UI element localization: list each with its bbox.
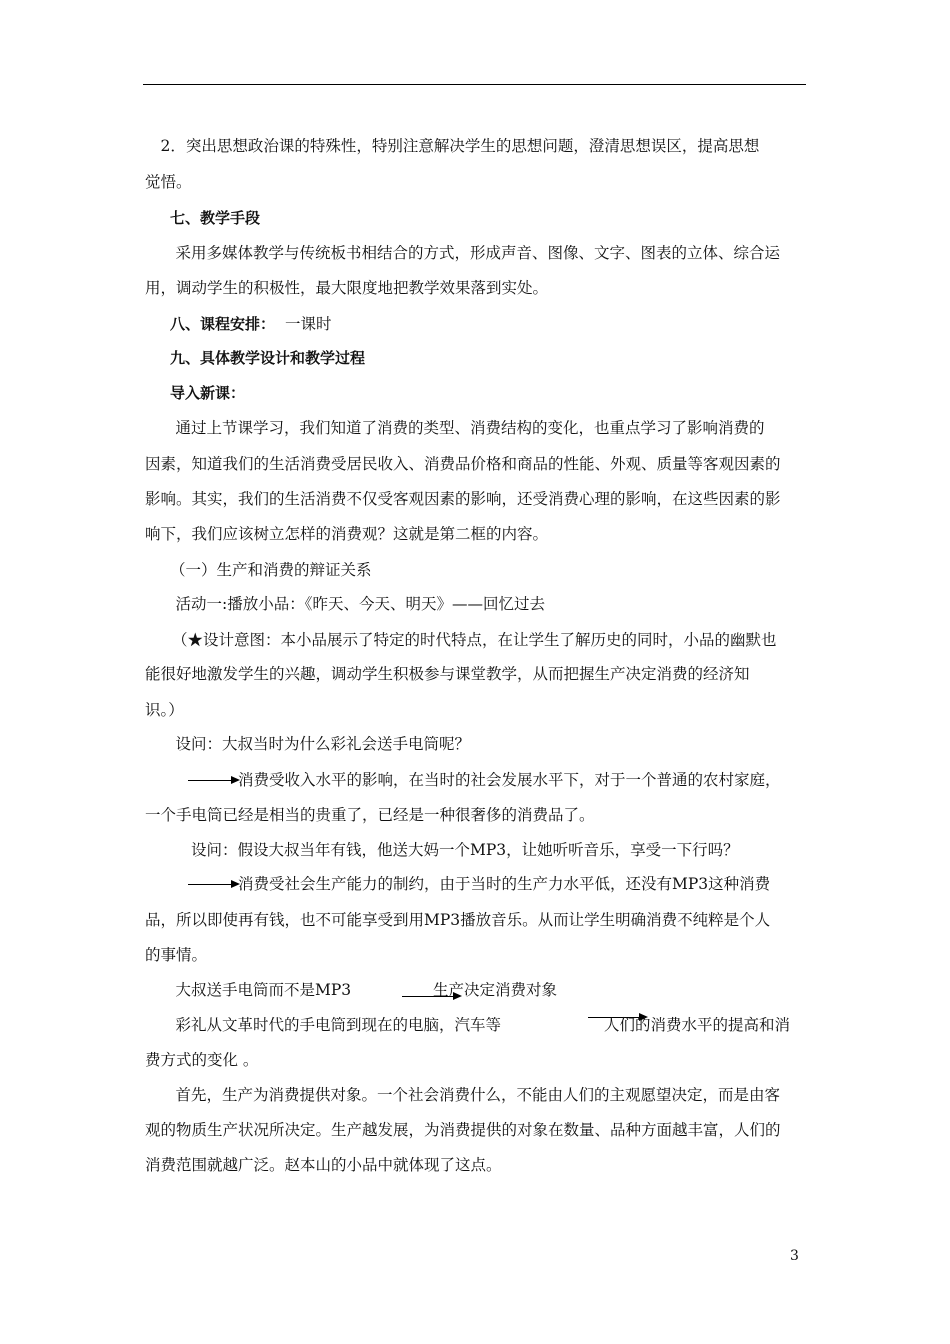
text-line: 费方式的变化 。 xyxy=(145,1051,259,1069)
text-line: （★设计意图：本小品展示了特定的时代特点，在让学生了解历史的同时，小品的幽默也 xyxy=(172,631,777,649)
text-line: 生产决定消费对象 xyxy=(433,981,558,999)
section-heading: 八、课程安排： xyxy=(170,315,276,333)
arrow-icon xyxy=(188,884,238,885)
text-line: 活动一:播放小品：《昨天、今天、明天》——回忆过去 xyxy=(160,595,545,613)
text-line: 设问：假设大叔当年有钱，他送大妈一个MP3，让她听听音乐，享受一下行吗？ xyxy=(160,841,739,859)
section-heading: 七、教学手段 xyxy=(170,209,261,227)
text-line: 用，调动学生的积极性，最大限度地把教学效果落到实处。 xyxy=(145,279,549,297)
section-heading: 导入新课： xyxy=(170,384,246,402)
text-line: 觉悟。 xyxy=(145,173,192,191)
text-line: 消费受收入水平的影响，在当时的社会发展水平下，对于一个普通的农村家庭， xyxy=(238,771,781,789)
text-line: 大叔送手电筒而不是MP3 xyxy=(160,981,352,999)
text-line: 通过上节课学习，我们知道了消费的类型、消费结构的变化，也重点学习了影响消费的 xyxy=(160,419,765,437)
text-line: 品，所以即使再有钱，也不可能享受到用MP3播放音乐。从而让学生明确消费不纯粹是个人 xyxy=(145,911,771,929)
text-line: 能很好地激发学生的兴趣，调动学生积极参与课堂教学，从而把握生产决定消费的经济知 xyxy=(145,665,750,683)
text-line: 的事情。 xyxy=(145,946,208,964)
page-number: 3 xyxy=(790,1248,799,1264)
text-line: 2．突出思想政治课的特殊性，特别注意解决学生的思想问题，澄清思想误区，提高思想 xyxy=(145,137,760,155)
text-line: 因素，知道我们的生活消费受居民收入、消费品价格和商品的性能、外观、质量等客观因素的 xyxy=(145,455,781,473)
text-line: 一个手电筒已经是相当的贵重了，已经是一种很奢侈的消费品了。 xyxy=(145,806,595,824)
header-rule xyxy=(143,84,806,85)
text-line: 响下，我们应该树立怎样的消费观？这就是第二框的内容。 xyxy=(145,525,549,543)
text-line: 首先，生产为消费提供对象。一个社会消费什么，不能由人们的主观愿望决定，而是由客 xyxy=(160,1086,781,1104)
text-line: 观的物质生产状况所决定。生产越发展，为消费提供的对象在数量、品种方面越丰富，人们的 xyxy=(145,1121,781,1139)
section-heading: 九、具体教学设计和教学过程 xyxy=(170,349,366,367)
subsection-heading: （一）生产和消费的辩证关系 xyxy=(170,561,372,579)
arrow-icon xyxy=(188,780,238,781)
text-line: 影响。其实，我们的生活消费不仅受客观因素的影响，还受消费心理的影响，在这些因素的影 xyxy=(145,490,781,508)
text-line: 设问：大叔当时为什么彩礼会送手电筒呢？ xyxy=(160,735,471,753)
text-line: 人们的消费水平的提高和消 xyxy=(604,1016,791,1034)
text-line: 识。） xyxy=(145,701,184,719)
text-line: 消费范围就越广泛。赵本山的小品中就体现了这点。 xyxy=(145,1156,502,1174)
text-line: 消费受社会生产能力的制约，由于当时的生产力水平低，还没有MP3这种消费 xyxy=(238,875,771,893)
text-line: 彩礼从文革时代的手电筒到现在的电脑，汽车等 xyxy=(160,1016,502,1034)
text-line: 采用多媒体教学与传统板书相结合的方式，形成声音、图像、文字、图表的立体、综合运 xyxy=(160,244,781,262)
text-line: 一课时 xyxy=(285,315,332,333)
